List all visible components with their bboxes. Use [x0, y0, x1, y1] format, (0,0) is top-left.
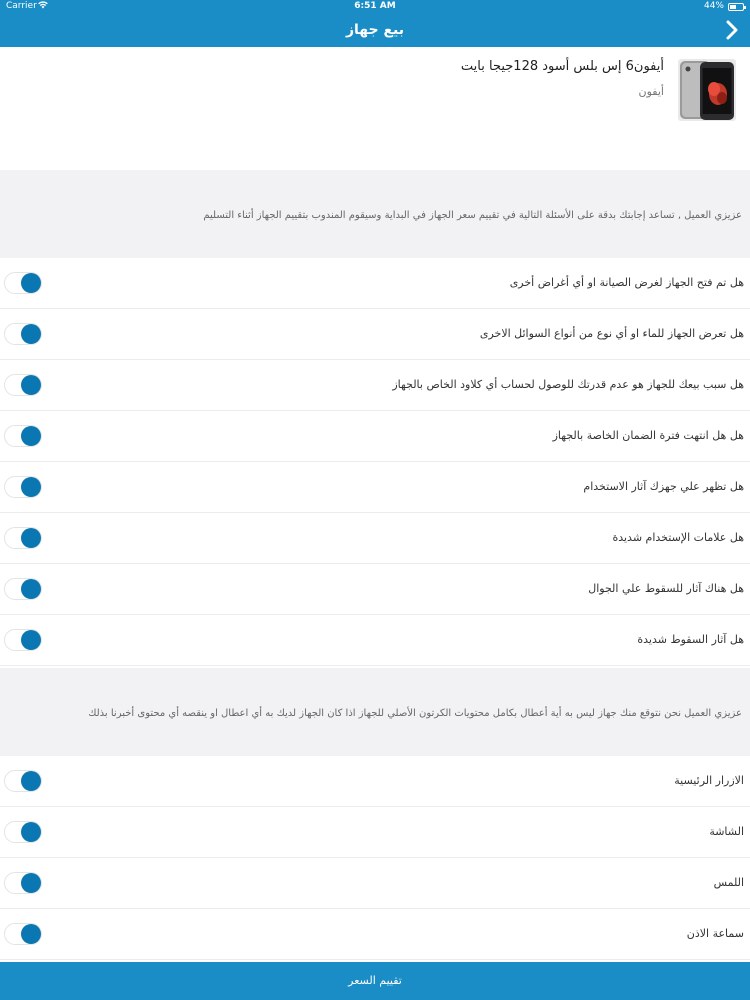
evaluate-price-button[interactable]: تقييم السعر: [0, 962, 750, 1000]
question-row: [0, 258, 750, 309]
contents-notice: [0, 668, 750, 756]
toggle-knob: [21, 771, 41, 791]
question-toggle[interactable]: [4, 527, 42, 549]
question-row: [0, 360, 750, 411]
part-row: [0, 756, 750, 807]
question-text: هل هناك آثار للسقوط علي الجوال: [588, 582, 744, 595]
part-text: الشاشة: [709, 825, 744, 838]
question-row: [0, 462, 750, 513]
question-text: هل علامات الإستخدام شديدة: [612, 531, 744, 544]
toggle-knob: [21, 375, 41, 395]
question-toggle[interactable]: [4, 578, 42, 600]
carrier-label: Carrier: [6, 1, 37, 11]
page-title: بيع جهاز: [345, 22, 405, 38]
parts-list: [0, 756, 750, 960]
product-card: [0, 47, 750, 170]
question-row: [0, 513, 750, 564]
back-button[interactable]: [722, 19, 742, 41]
battery-icon: [728, 3, 744, 11]
question-row: [0, 411, 750, 462]
part-row: [0, 909, 750, 960]
question-text: هل آثار السقوط شديدة: [637, 633, 744, 646]
question-text: هل تظهر علي جهزك آثار الاستخدام: [583, 480, 744, 493]
part-text: سماعة الاذن: [686, 927, 744, 940]
question-text: هل تعرض الجهاز للماء او أي نوع من أنواع السوائل الاخرى: [479, 327, 744, 340]
product-image: [678, 59, 736, 121]
question-toggle[interactable]: [4, 425, 42, 447]
info-notice: [0, 170, 750, 258]
toggle-knob: [21, 579, 41, 599]
product-category: أيفون: [638, 85, 664, 98]
nav-bar: [0, 14, 750, 47]
clock: 6:51 AM: [354, 1, 396, 11]
product-name: أيفون6 إس بلس أسود 128جيجا بايت: [460, 59, 664, 74]
toggle-knob: [21, 873, 41, 893]
status-bar: [0, 0, 750, 14]
part-toggle[interactable]: [4, 821, 42, 843]
info-notice-text: عزيزي العميل , تساعد إجابتك بدقة على الأسئلة التالية في تقييم سعر الجهاز في البداية وسيقوم المندوب بتقييم الجهاز أثناء التسليم: [203, 210, 742, 221]
question-toggle[interactable]: [4, 272, 42, 294]
part-text: اللمس: [713, 876, 744, 889]
question-row: [0, 564, 750, 615]
part-text: الازرار الرئيسية: [674, 774, 744, 787]
toggle-knob: [21, 273, 41, 293]
question-toggle[interactable]: [4, 374, 42, 396]
question-row: [0, 309, 750, 360]
question-text: هل تم فتح الجهاز لغرض الصيانة او أي أغراض أخرى: [509, 276, 744, 289]
toggle-knob: [21, 924, 41, 944]
question-text: هل هل انتهت فترة الضمان الخاصة بالجهاز: [552, 429, 744, 442]
question-toggle[interactable]: [4, 323, 42, 345]
contents-notice-text: عزيزي العميل نحن نتوقع منك جهاز ليس به أية أعطال بكامل محتويات الكرتون الأصلي للجهاز اذا كان الجهاز لديك به أي اعطال او ينقصه أي محتوى أخبرنا بذلك: [88, 708, 742, 719]
toggle-knob: [21, 324, 41, 344]
part-toggle[interactable]: [4, 923, 42, 945]
toggle-knob: [21, 426, 41, 446]
question-toggle[interactable]: [4, 476, 42, 498]
toggle-knob: [21, 528, 41, 548]
toggle-knob: [21, 822, 41, 842]
toggle-knob: [21, 477, 41, 497]
battery-percent: 44%: [703, 1, 724, 11]
part-row: [0, 858, 750, 909]
part-toggle[interactable]: [4, 872, 42, 894]
part-row: [0, 807, 750, 858]
chevron-right-icon: [722, 19, 742, 41]
question-row: [0, 615, 750, 666]
question-text: هل سبب بيعك للجهاز هو عدم قدرتك للوصول لحساب أي كلاود الخاص بالجهاز: [392, 378, 744, 391]
part-toggle[interactable]: [4, 770, 42, 792]
toggle-knob: [21, 630, 41, 650]
questions-list: [0, 258, 750, 666]
question-toggle[interactable]: [4, 629, 42, 651]
